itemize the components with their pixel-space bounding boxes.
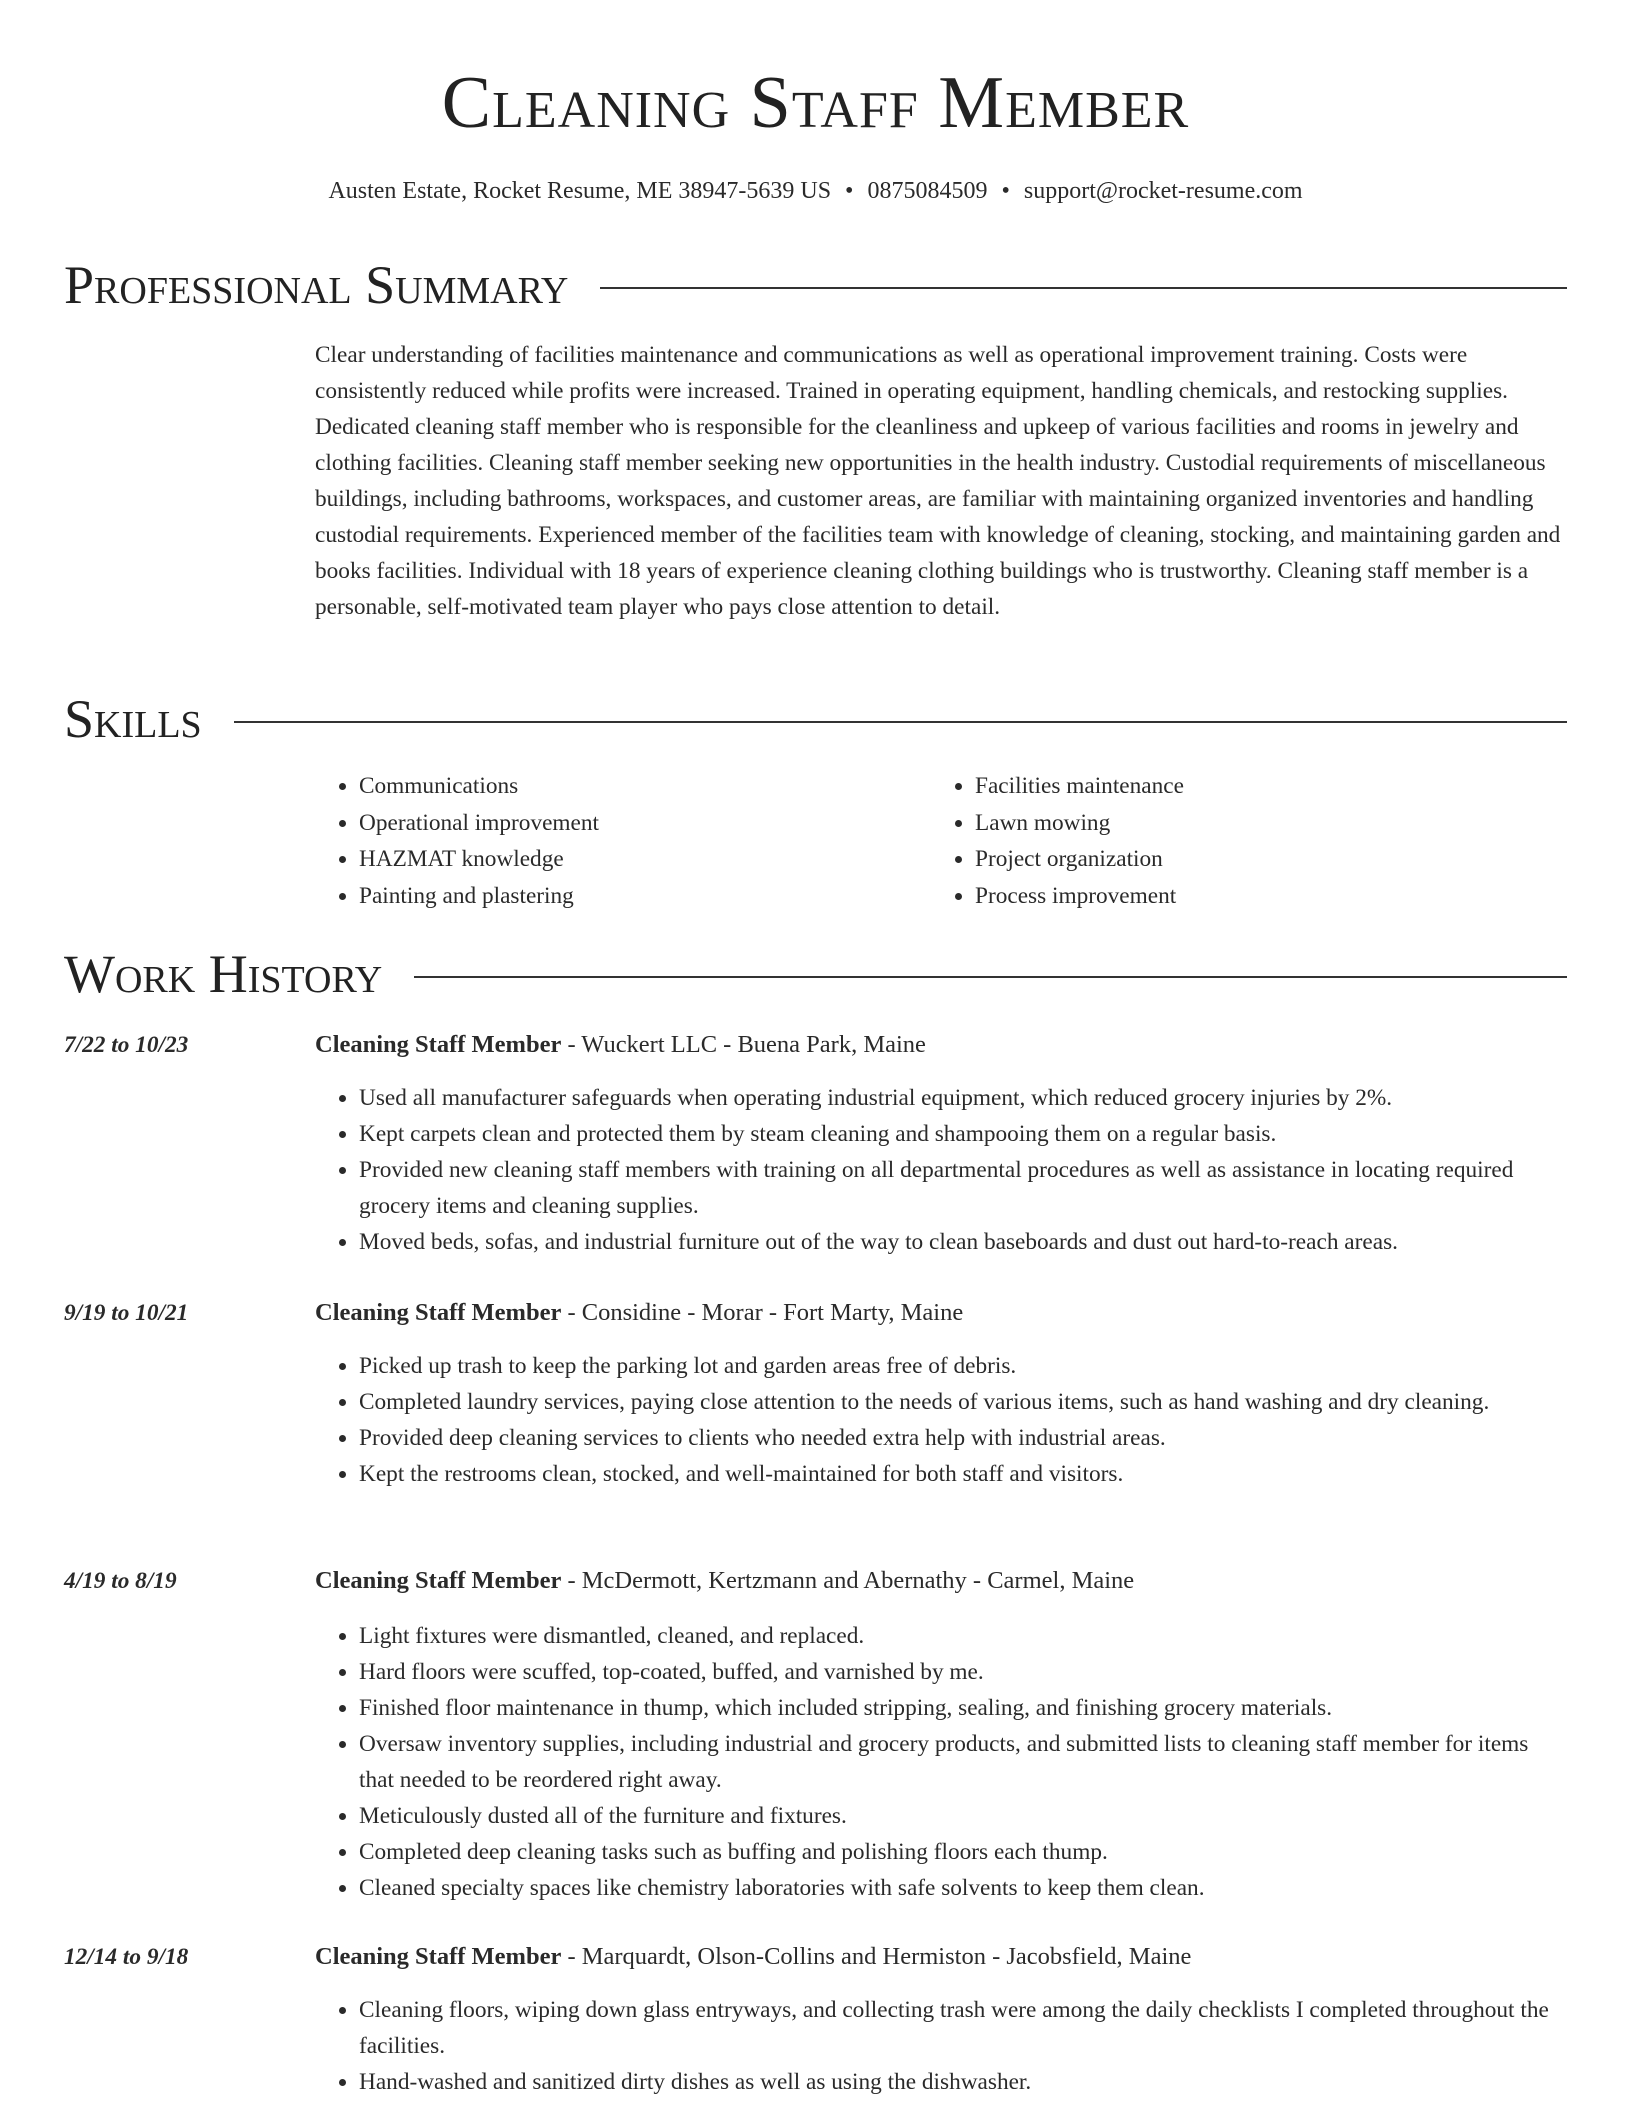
job-bullet: • Provided deep cleaning services to clients who needed extra help with industrial areas. [359,1420,1567,1456]
job-dates: 9/19 to 10/21 [64,1300,189,1326]
skills-list [315,768,1567,914]
job-bullet: • Finished floor maintenance in thump, which included stripping, sealing, and finishing grocery materials. [359,1690,1567,1726]
contact-separator: • [1001,178,1010,204]
job-title-line [315,1296,963,1330]
skill-item: • Operational improvement [359,805,931,842]
section-divider [600,287,1567,289]
job-bullet: • Oversaw inventory supplies, including industrial and grocery products, and submitted lists to cleaning staff member for items that needed to be reordered right away. [359,1726,1567,1798]
section-divider [414,976,1567,978]
skills-section-header [64,687,1567,751]
section-divider [234,721,1567,723]
job-bullet: • Cleaning floors, wiping down glass entryways, and collecting trash were among the daily checklists I completed throughout the facilities. [359,1992,1567,2064]
contact-line [64,174,1567,208]
skills-heading: Skills [64,689,202,749]
job-dates: 4/19 to 8/19 [64,1568,177,1594]
job-bullet: • Completed deep cleaning tasks such as buffing and polishing floors each thump. [359,1834,1567,1870]
job-bullet: • Used all manufacturer safeguards when operating industrial equipment, which reduced grocery injuries by 2%. [359,1080,1567,1116]
job-dates: 7/22 to 10/23 [64,1032,189,1058]
skill-item: • Project organization [975,841,1547,878]
job-employer: - McDermott, Kertzmann and Abernathy - Carmel, Maine [561,1567,1135,1594]
job-bullets [315,1348,1567,1492]
job-bullet: • Hand-washed and sanitized dirty dishes as well as using the dishwasher. [359,2064,1567,2100]
skill-item: • Communications [359,768,931,805]
skills-column-right [931,768,1547,914]
job-bullets [315,1618,1567,1906]
skill-item: • Lawn mowing [975,805,1547,842]
skill-item: • HAZMAT knowledge [359,841,931,878]
job-bullet: • Meticulously dusted all of the furniture and fixtures. [359,1798,1567,1834]
skill-item: • Painting and plastering [359,878,931,915]
skill-item: • Process improvement [975,878,1547,915]
job-title-line [315,1028,926,1062]
candidate-name: Cleaning Staff Member [441,62,1190,144]
contact-phone: 0875084509 [867,178,988,204]
skill-item: • Facilities maintenance [975,768,1547,805]
contact-address: Austen Estate, Rocket Resume, ME 38947-5639 US [328,178,832,204]
job-bullet: • Provided new cleaning staff members with training on all departmental procedures as well as assistance in locating required grocery items and cleaning supplies. [359,1152,1567,1224]
skills-column-left [315,768,931,914]
job-title-line [315,1940,1191,1974]
summary-section-header [64,253,1567,317]
job-bullet: • Light fixtures were dismantled, cleaned, and replaced. [359,1618,1567,1654]
job-dates: 12/14 to 9/18 [64,1944,189,1970]
job-title-line [315,1564,1134,1598]
job-title: Cleaning Staff Member [315,1943,562,1970]
job-bullet: • Moved beds, sofas, and industrial furniture out of the way to clean baseboards and dust out hard-to-reach areas. [359,1224,1567,1260]
job-employer: - Considine - Morar - Fort Marty, Maine [561,1299,964,1326]
job-title: Cleaning Staff Member [315,1299,562,1326]
job-bullet: • Picked up trash to keep the parking lot and garden areas free of debris. [359,1348,1567,1384]
summary-text: Clear understanding of facilities maintenance and communications as well as operational improvement training. Costs were consistently reduced while profits were increased. Trained in operating equipment, handling chemicals, and restocking supplies. Dedicated cleaning staff member who is responsible for the cleanliness and upkeep of various facilities and rooms in jewelry and clothing facilities. Cleaning staff member seeking new opportunities in the health industry. Custodial requirements of miscellaneous buildings, including bathrooms, workspaces, and customer areas, are familiar with maintaining organized inventories and handling custodial requirements. Experienced member of the facilities team with knowledge of cleaning, stocking, and maintaining garden and books facilities. Individual with 18 years of experience cleaning clothing buildings who is trustworthy. Cleaning staff member is a personable, self-motivated team player who pays close attention to detail. [315,342,1561,620]
job-bullets [315,1080,1567,1260]
job-bullet: • Hard floors were scuffed, top-coated, buffed, and varnished by me. [359,1654,1567,1690]
work-section-header [64,942,1567,1006]
contact-email: support@rocket-resume.com [1023,178,1303,204]
job-employer: - Marquardt, Olson-Collins and Hermiston - Jacobsfield, Maine [561,1943,1192,1970]
summary-heading: Professional Summary [64,255,569,315]
job-bullet: • Completed laundry services, paying close attention to the needs of various items, such as hand washing and dry cleaning. [359,1384,1567,1420]
job-bullet: • Kept carpets clean and protected them by steam cleaning and shampooing them on a regular basis. [359,1116,1567,1152]
job-title: Cleaning Staff Member [315,1567,562,1594]
job-bullet: • Kept the restrooms clean, stocked, and well-maintained for both staff and visitors. [359,1456,1567,1492]
contact-separator: • [845,178,854,204]
job-employer: - Wuckert LLC - Buena Park, Maine [561,1031,926,1058]
job-title: Cleaning Staff Member [315,1031,562,1058]
job-bullets [315,1992,1567,2100]
work-heading: Work History [64,944,383,1004]
job-bullet: • Cleaned specialty spaces like chemistry laboratories with safe solvents to keep them clean. [359,1870,1567,1906]
